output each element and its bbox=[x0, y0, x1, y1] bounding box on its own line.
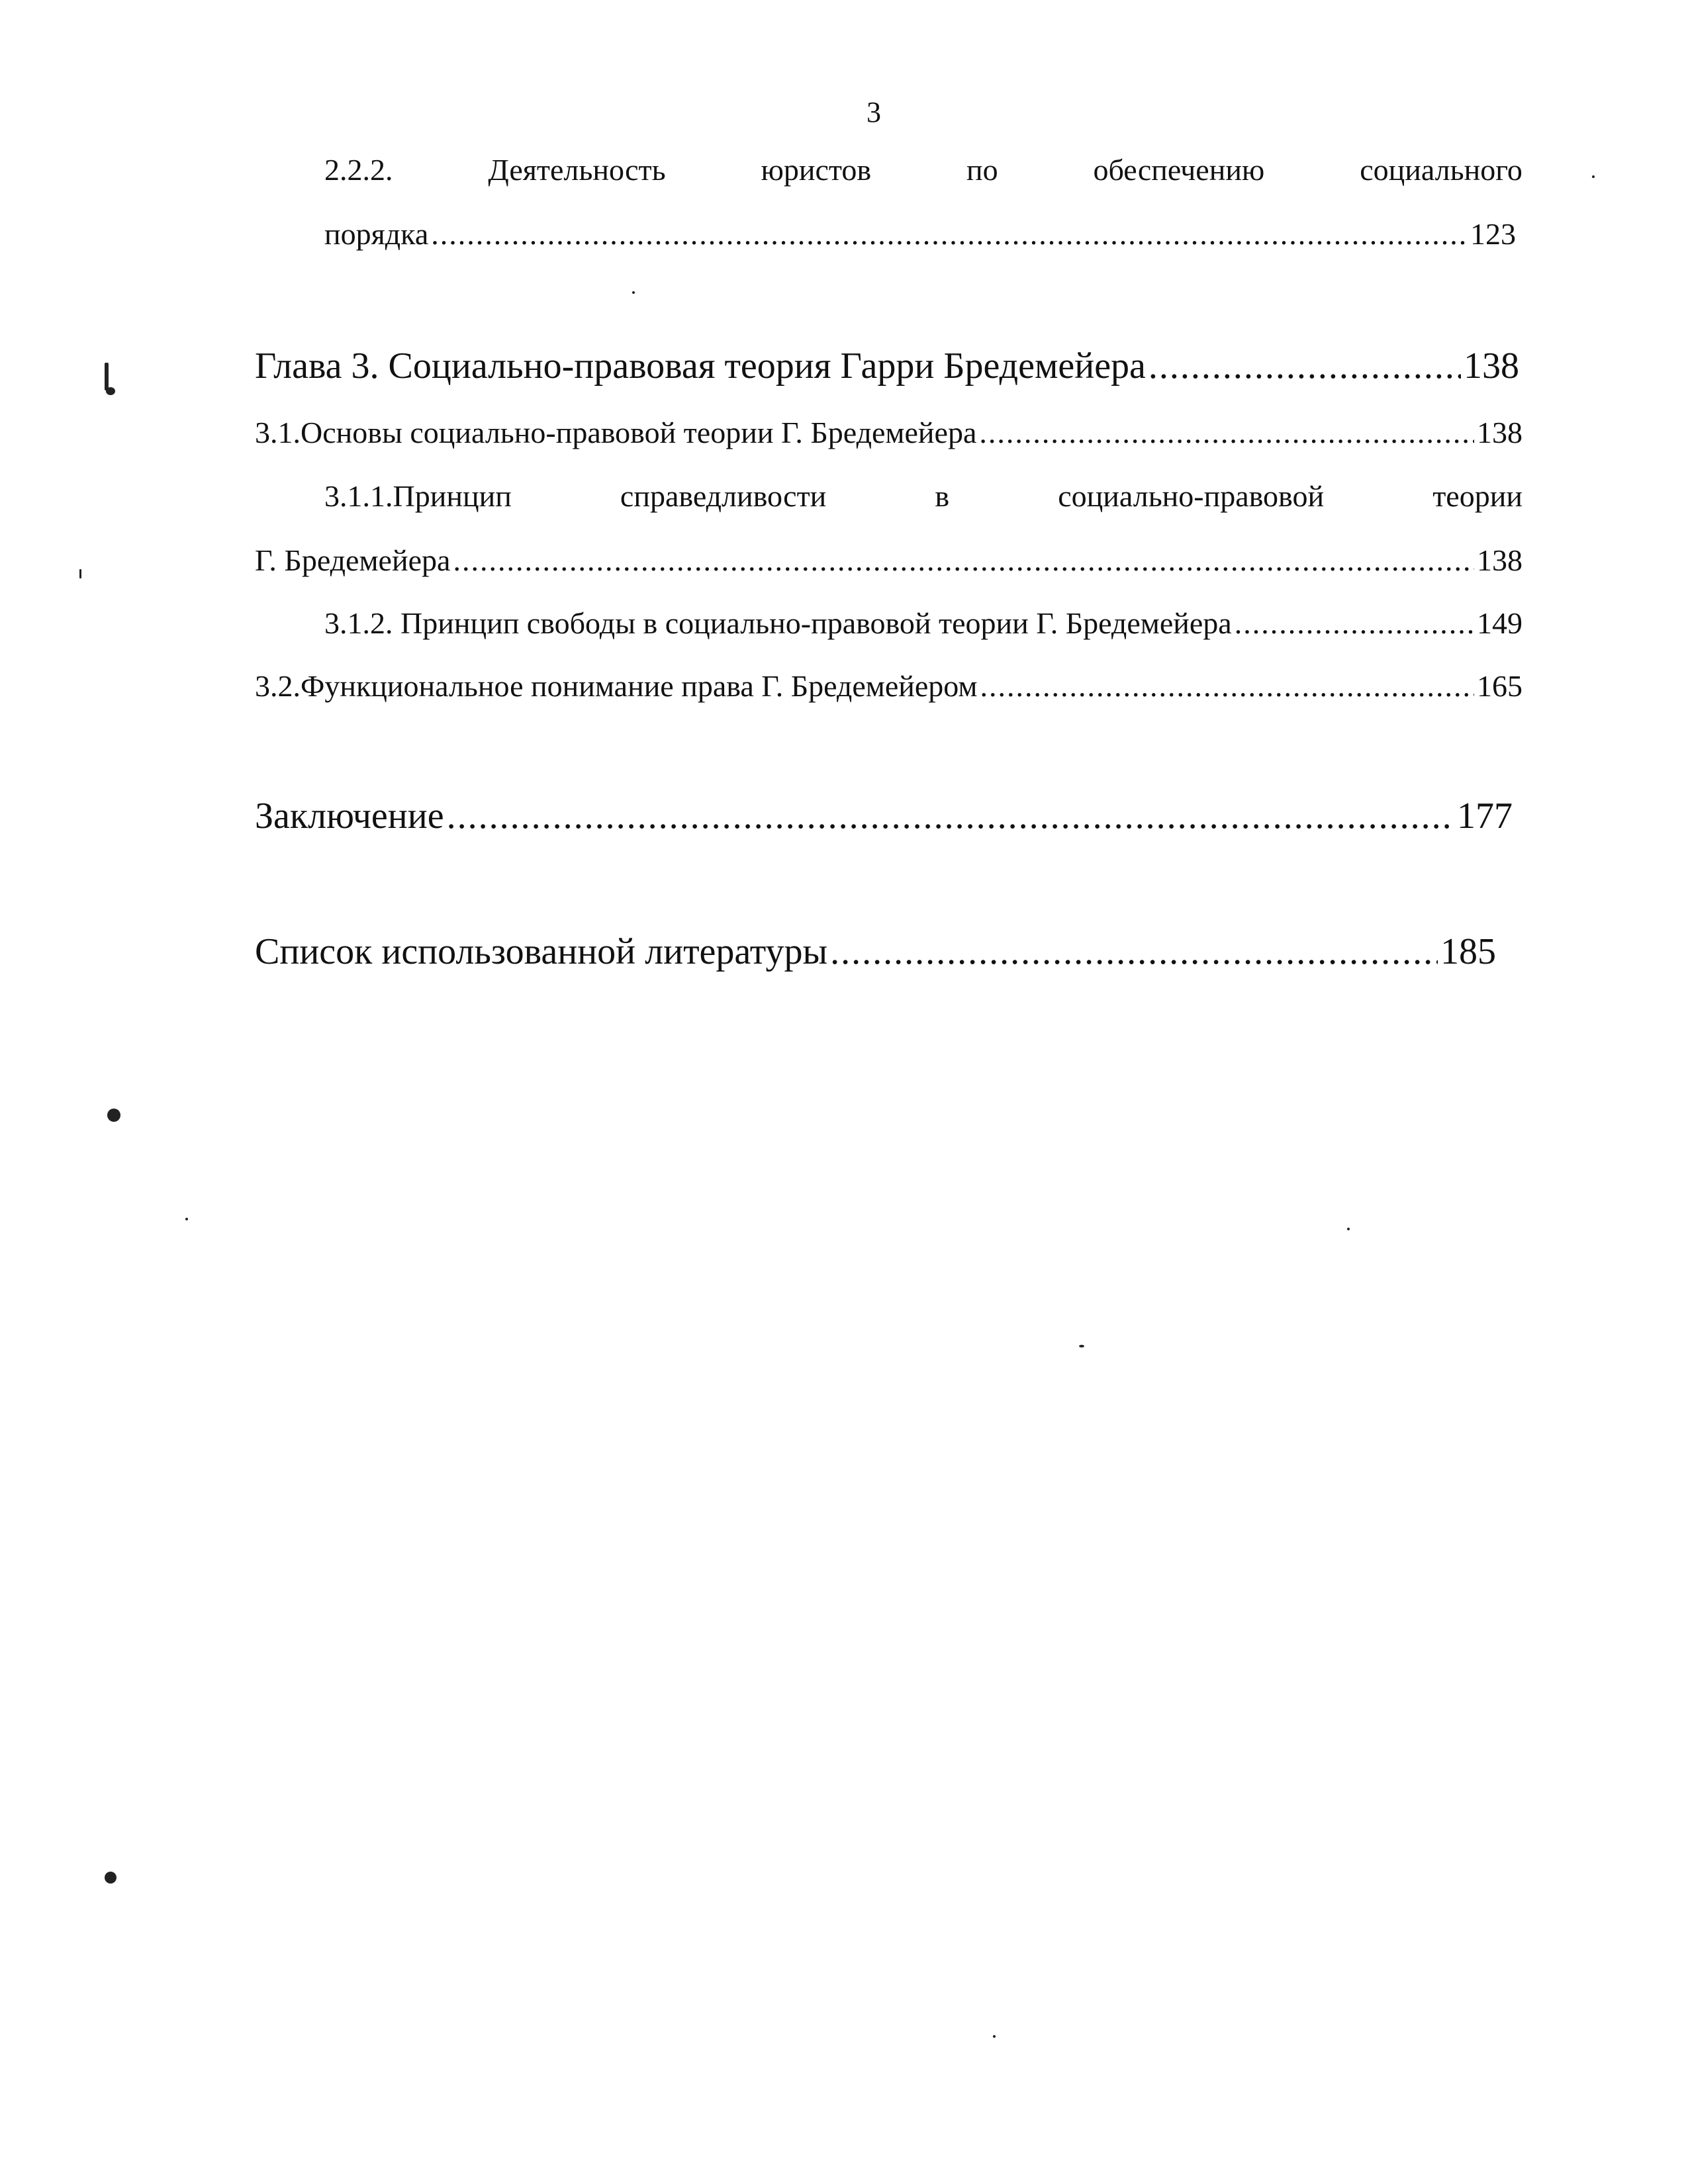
scan-speck bbox=[185, 1218, 188, 1220]
toc-leader-dots bbox=[980, 665, 1474, 707]
toc-leader-dots bbox=[447, 791, 1454, 841]
toc-leader-dots bbox=[979, 412, 1474, 454]
toc-page-number: 177 bbox=[1457, 796, 1513, 837]
toc-page-number: 165 bbox=[1477, 669, 1523, 703]
toc-leader-dots bbox=[453, 539, 1474, 582]
toc-word: обеспечению bbox=[1093, 153, 1265, 187]
toc-leader-dots bbox=[1235, 602, 1474, 645]
toc-word: социально-правовой bbox=[1058, 479, 1325, 513]
toc-title: 3.1.2. Принцип свободы в социально-правовой теории Г. Бредемейера bbox=[324, 606, 1232, 640]
toc-word: по bbox=[966, 153, 998, 187]
scan-speck bbox=[1592, 175, 1595, 178]
scan-speck bbox=[632, 291, 635, 294]
toc-entry-chapter-3[interactable] bbox=[255, 341, 1519, 391]
toc-entry-2-2-2-line1[interactable] bbox=[324, 149, 1523, 191]
scan-speck bbox=[993, 2035, 996, 2038]
toc-title: порядка bbox=[324, 217, 429, 251]
toc-page-number: 138 bbox=[1477, 416, 1523, 449]
toc-title: Глава 3. Социально-правовая теория Гарри Бредемейера bbox=[255, 345, 1146, 387]
scan-speck bbox=[106, 387, 115, 395]
toc-page-number: 138 bbox=[1477, 543, 1523, 577]
toc-word: Деятельность bbox=[488, 153, 666, 187]
toc-word: социального bbox=[1360, 153, 1523, 187]
toc-leader-dots bbox=[830, 927, 1438, 977]
toc-page-number: 185 bbox=[1440, 931, 1496, 972]
toc-title: Г. Бредемейера bbox=[255, 543, 451, 577]
scan-speck bbox=[1347, 1228, 1350, 1230]
toc-page-number: 149 bbox=[1477, 606, 1523, 640]
toc-title: Заключение bbox=[255, 796, 444, 837]
toc-page-number: 123 bbox=[1470, 217, 1516, 251]
scan-speck bbox=[79, 569, 81, 578]
toc-word: юристов bbox=[761, 153, 872, 187]
toc-entry-3-1-2[interactable] bbox=[324, 602, 1523, 645]
toc-title: 3.2.Функциональное понимание права Г. Бредемейером bbox=[255, 669, 978, 703]
toc-word: справедливости bbox=[620, 479, 827, 513]
toc-title: 3.1.Основы социально-правовой теории Г. Бредемейера bbox=[255, 416, 977, 449]
toc-entry-bibliography[interactable] bbox=[255, 927, 1496, 977]
toc-entry-3-2[interactable] bbox=[255, 665, 1523, 707]
toc-word: 3.1.1.Принцип bbox=[324, 479, 512, 513]
toc-leader-dots bbox=[431, 213, 1468, 255]
page-number: 3 bbox=[867, 96, 881, 128]
toc-word: в bbox=[935, 479, 950, 513]
scan-speck bbox=[105, 363, 109, 390]
toc-page-number: 138 bbox=[1464, 345, 1519, 387]
toc-leader-dots bbox=[1149, 341, 1461, 391]
toc-title: Список использованной литературы bbox=[255, 931, 828, 972]
scan-speck bbox=[105, 1872, 117, 1884]
toc-entry-3-1-1-line1[interactable] bbox=[324, 475, 1523, 518]
toc-entry-conclusion[interactable] bbox=[255, 791, 1513, 841]
scan-speck bbox=[1079, 1345, 1084, 1347]
toc-entry-3-1[interactable] bbox=[255, 412, 1523, 454]
toc-word: 2.2.2. bbox=[324, 153, 393, 187]
toc-entry-2-2-2-line2[interactable] bbox=[324, 213, 1516, 255]
scan-speck bbox=[107, 1109, 120, 1122]
toc-word: теории bbox=[1432, 479, 1523, 513]
toc-entry-3-1-1-line2[interactable] bbox=[255, 539, 1523, 582]
